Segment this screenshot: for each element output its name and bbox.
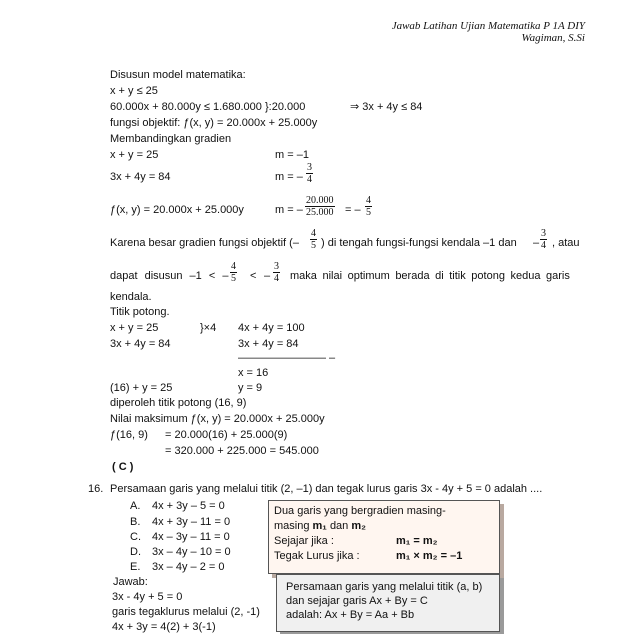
- jawab-line-2: garis tegaklurus melalui (2, -1): [112, 606, 260, 618]
- paragraph-minus-2: –: [264, 270, 271, 282]
- elim-eq-2: 3x + 4y = 84: [110, 338, 171, 350]
- question-number: 16.: [88, 483, 104, 495]
- fraction-3-4-inline-2: $\frac{3}{4}$: [274, 261, 279, 284]
- paragraph-less-than: <: [250, 270, 257, 282]
- jawab-label: Jawab:: [113, 576, 148, 588]
- box1-line-2: masing m₁ dan m₂: [274, 520, 367, 532]
- elim-eq-1: x + y = 25: [110, 322, 159, 334]
- option-letter-b: B.: [130, 516, 141, 528]
- box1-perp-rule: m₁ × m₂ = –1: [396, 550, 463, 562]
- fraction-20000-25000: $\frac{20.000}{25.000}$: [306, 195, 334, 218]
- paragraph-minus: –: [533, 237, 540, 249]
- paragraph-line-1b: ) di tengah fungsi-fungsi kendala –1 dan: [321, 237, 517, 249]
- header-author: Wagiman, S.Si: [521, 32, 585, 44]
- objective-function: fungsi objektif: ƒ(x, y) = 20.000x + 25.000y: [110, 117, 318, 129]
- option-letter-a: A.: [130, 500, 141, 512]
- box1-perp-label: Tegak Lurus jika :: [274, 550, 360, 562]
- constraint-2: 60.000x + 80.000y ≤ 1.680.000 }:20.000: [110, 101, 306, 113]
- option-letter-c: C.: [130, 531, 141, 543]
- fraction-4-5-inline: $\frac{4}{5}$: [311, 228, 316, 251]
- paragraph-line-2a: dapat disusun –1 < –: [110, 270, 229, 282]
- gradient-m-1: m = –1: [275, 149, 309, 161]
- fraction-4-5: $\frac{4}{5}$: [366, 195, 371, 218]
- y-result: y = 9: [238, 382, 263, 394]
- jawab-line-1: 3x - 4y + 5 = 0: [112, 591, 183, 603]
- elim-eq-2-result: 3x + 4y = 84: [238, 338, 299, 350]
- gradient-rule-box: [268, 500, 500, 574]
- paragraph-line-1a: Karena besar gradien fungsi objektif (–: [110, 237, 299, 249]
- substitution: (16) + y = 25: [110, 382, 173, 394]
- compare-gradient-title: Membandingkan gradien: [110, 133, 232, 145]
- option-letter-d: D.: [130, 546, 141, 558]
- option-text-d: 3x – 4y – 10 = 0: [152, 546, 231, 558]
- box1-line-1: Dua garis yang bergradien masing-: [274, 505, 446, 517]
- gradient-eq-2: 3x + 4y = 84: [110, 171, 171, 183]
- max-value-title: Nilai maksimum ƒ(x, y) = 20.000x + 25.000y: [110, 413, 325, 425]
- gradient-eq-3: ƒ(x, y) = 20.000x + 25.000y: [110, 204, 244, 216]
- elim-eq-1-result: 4x + 4y = 100: [238, 322, 305, 334]
- paragraph-line-2d: maka nilai optimum berada di titik potong kedua garis: [290, 270, 570, 282]
- option-letter-e: E.: [130, 561, 141, 573]
- fraction-3-4: $\frac{3}{4}$: [307, 162, 312, 185]
- gradient-eq-1: x + y = 25: [110, 149, 159, 161]
- subtraction-rule: ———————— –: [238, 352, 336, 364]
- box2-line-3: adalah: Ax + By = Aa + Bb: [286, 609, 415, 621]
- parallel-line-box: [276, 574, 500, 632]
- model-title: Disusun model matematika:: [110, 69, 246, 81]
- box2-line-2: dan sejajar garis Ax + By = C: [286, 595, 428, 607]
- paragraph-line-1d: , atau: [552, 237, 580, 249]
- constraint-1: x + y ≤ 25: [110, 85, 158, 97]
- box2-line-1: Persamaan garis yang melalui titik (a, b): [286, 581, 483, 593]
- option-text-c: 4x – 3y – 11 = 0: [152, 531, 230, 543]
- option-text-e: 3x – 4y – 2 = 0: [152, 561, 225, 573]
- option-text-b: 4x + 3y – 11 = 0: [152, 516, 231, 528]
- box1-parallel-rule: m₁ = m₂: [396, 535, 438, 547]
- header-title: Jawab Latihan Ujian Matematika P 1A DIY: [391, 20, 585, 32]
- elim-multiplier: }×4: [200, 322, 217, 334]
- x-result: x = 16: [238, 367, 269, 379]
- fraction-3-4-inline: $\frac{3}{4}$: [541, 228, 546, 251]
- constraint-2-simplified: ⇒ 3x + 4y ≤ 84: [350, 101, 423, 113]
- box1-parallel-label: Sejajar jika :: [274, 535, 334, 547]
- answer-15: ( C ): [112, 461, 134, 473]
- jawab-line-3: 4x + 3y = 4(2) + 3(-1): [112, 621, 216, 633]
- intersection-title: Titik potong.: [110, 306, 170, 318]
- eval-line-2: = 320.000 + 225.000 = 545.000: [165, 445, 319, 457]
- gradient-m-3: m = –: [275, 204, 303, 216]
- paragraph-line-3: kendala.: [110, 291, 152, 303]
- intersection-point: diperoleh titik potong (16, 9): [110, 397, 247, 409]
- question-text: Persamaan garis yang melalui titik (2, –1) dan tegak lurus garis 3x - 4y + 5 = 0 adalah ....: [110, 483, 543, 495]
- gradient-equals: = –: [345, 204, 361, 216]
- fraction-4-5-inline-2: $\frac{4}{5}$: [231, 261, 236, 284]
- gradient-m-2: m = –: [275, 171, 303, 183]
- eval-line-1: = 20.000(16) + 25.000(9): [165, 429, 288, 441]
- option-text-a: 4x + 3y – 5 = 0: [152, 500, 225, 512]
- eval-label: ƒ(16, 9): [110, 429, 148, 441]
